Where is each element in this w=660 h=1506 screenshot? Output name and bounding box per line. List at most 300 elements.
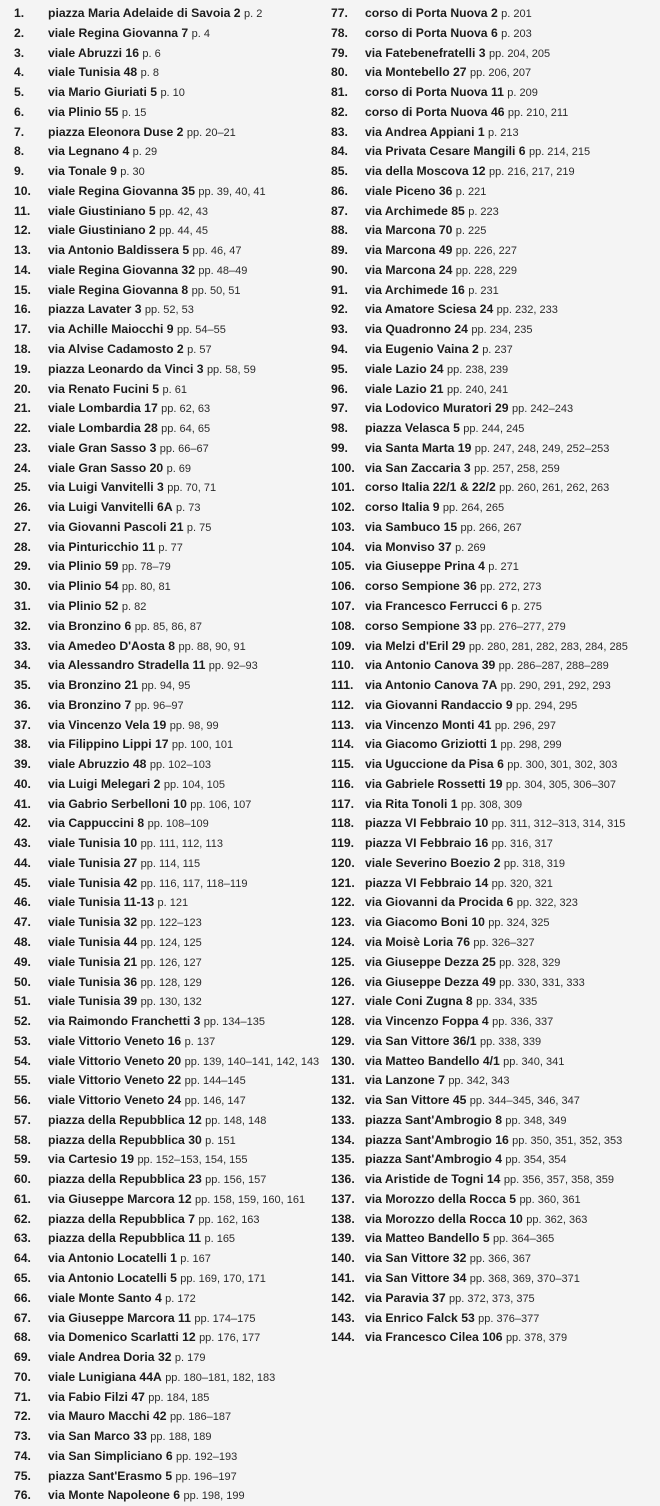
entry-body: [365, 1111, 653, 1131]
index-entry: [14, 123, 326, 143]
entry-number: 68.: [14, 1330, 31, 1345]
entry-pages: pp. 169, 170, 171: [180, 1273, 266, 1285]
entry-pages: pp. 144–145: [184, 1075, 246, 1088]
entry-address: via della Moscova 12: [365, 164, 486, 179]
entry-number: 9.: [14, 164, 25, 179]
entry-pages: pp. 188, 189: [150, 1431, 212, 1444]
entry-pages: pp. 298, 299: [500, 739, 562, 752]
entry-address: piazza Eleonora Duse 2: [48, 124, 184, 139]
entry-body: [365, 557, 653, 577]
entry-address: via Giuseppe Prina 4: [365, 559, 485, 574]
entry-body: [48, 1131, 326, 1151]
entry-address: via Archimede 16: [365, 282, 465, 297]
entry-body: [48, 1427, 326, 1447]
index-entry: [14, 4, 326, 24]
entry-address: via Morozzo della Rocca 5: [365, 1191, 517, 1206]
entry-address: via Vincenzo Vela 19: [48, 717, 167, 732]
entry-body: [48, 577, 326, 597]
entry-number: 42.: [14, 816, 31, 831]
entry-body: [48, 1032, 326, 1052]
entry-body: [365, 1210, 653, 1230]
entry-body: [365, 1071, 653, 1091]
entry-address: viale Vittorio Veneto 20: [48, 1053, 182, 1068]
entry-number: 44.: [14, 855, 31, 870]
index-entry: [14, 538, 326, 558]
entry-address: via Fabio Filzi 47: [48, 1389, 145, 1404]
entry-number: 98.: [331, 421, 348, 436]
index-entry: [331, 1131, 653, 1151]
entry-number: 28.: [14, 539, 31, 554]
entry-pages: p. 10: [160, 87, 185, 100]
index-entry: [331, 893, 653, 913]
entry-address: via Plinio 55: [48, 104, 119, 119]
index-entry: [14, 380, 326, 400]
entry-pages: pp. 134–135: [203, 1016, 265, 1029]
entry-address: viale Monte Santo 4: [48, 1290, 162, 1305]
entry-body: [365, 1229, 653, 1249]
entry-address: viale Vittorio Veneto 24: [48, 1093, 182, 1108]
index-entry: [14, 439, 326, 459]
entry-body: [365, 380, 653, 400]
entry-number: 80.: [331, 65, 348, 80]
entry-address: via Archimede 85: [365, 203, 465, 218]
entry-address: via Legnano 4: [48, 144, 130, 159]
entry-pages: pp. 198, 199: [183, 1490, 245, 1503]
entry-pages: pp. 80, 81: [121, 581, 171, 594]
entry-pages: pp. 340, 341: [503, 1055, 565, 1068]
entry-body: [48, 300, 326, 320]
index-entry: [14, 182, 326, 202]
entry-address: via Bronzino 7: [48, 697, 132, 712]
entry-body: [365, 360, 653, 380]
entry-number: 124.: [331, 934, 355, 949]
index-entry: [14, 1190, 326, 1210]
entry-body: [48, 893, 326, 913]
entry-body: [48, 419, 326, 439]
index-entry: [331, 182, 653, 202]
entry-address: viale Tunisia 11-13: [48, 895, 155, 910]
entry-pages: pp. 322, 323: [516, 897, 578, 910]
index-entry: [14, 1170, 326, 1190]
entry-pages: p. 225: [455, 225, 487, 238]
entry-address: via Giuseppe Dezza 25: [365, 954, 496, 969]
index-entry: [14, 261, 326, 281]
entry-number: 7.: [14, 124, 25, 139]
entry-pages: pp. 92–93: [208, 660, 258, 673]
entry-number: 129.: [331, 1033, 355, 1048]
entry-address: viale Gran Sasso 3: [48, 440, 157, 455]
entry-pages: pp. 98, 99: [169, 719, 219, 732]
entry-pages: pp. 328, 329: [499, 956, 561, 969]
entry-number: 58.: [14, 1132, 31, 1147]
entry-body: [48, 1111, 326, 1131]
entry-body: [365, 340, 653, 360]
entry-address: via Lanzone 7: [365, 1073, 445, 1088]
entry-address: via Antonio Baldissera 5: [48, 243, 190, 258]
entry-number: 123.: [331, 915, 355, 930]
entry-pages: pp. 186–187: [169, 1411, 232, 1424]
entry-pages: p. 121: [157, 897, 189, 910]
entry-number: 45.: [14, 875, 31, 890]
entry-address: piazza Lavater 3: [48, 302, 142, 317]
entry-pages: p. 167: [180, 1253, 211, 1266]
entry-body: [365, 577, 653, 597]
entry-pages: p. 75: [186, 521, 212, 534]
entry-number: 30.: [14, 579, 31, 594]
entry-pages: pp. 106, 107: [190, 798, 252, 811]
index-entry: [14, 834, 326, 854]
entry-number: 57.: [14, 1112, 31, 1127]
entry-number: 92.: [331, 302, 348, 317]
entry-pages: p. 213: [488, 126, 519, 139]
index-entry: [331, 1111, 653, 1131]
entry-body: [48, 1309, 326, 1329]
entry-pages: pp. 308, 309: [460, 798, 523, 811]
entry-address: viale Regina Giovanna 35: [48, 183, 195, 198]
entry-pages: p. 73: [176, 502, 201, 515]
entry-address: via Melzi d'Eril 29: [365, 638, 466, 653]
entry-number: 132.: [331, 1093, 355, 1108]
entry-address: via Antonio Canova 7A: [365, 678, 498, 693]
entry-address: via Pinturicchio 11: [48, 539, 156, 554]
entry-body: [365, 1150, 653, 1170]
index-entry: [331, 1052, 653, 1072]
entry-number: 15.: [14, 282, 31, 297]
index-entry: [331, 716, 653, 736]
entry-pages: pp. 111, 112, 113: [140, 838, 223, 851]
entry-number: 87.: [331, 203, 348, 218]
entry-pages: pp. 20–21: [186, 126, 236, 139]
entry-pages: pp. 266, 267: [460, 521, 522, 534]
entry-pages: pp. 102–103: [149, 759, 211, 772]
entry-pages: pp. 158, 159, 160, 161: [195, 1193, 306, 1206]
entry-number: 109.: [331, 638, 355, 653]
entry-pages: pp. 152–153, 154, 155: [137, 1154, 248, 1167]
entry-address: via Cartesio 19: [48, 1152, 135, 1167]
entry-body: [48, 1447, 326, 1467]
entry-pages: pp. 100, 101: [171, 739, 234, 752]
entry-body: [365, 716, 653, 736]
entry-address: via Giacomo Griziotti 1: [365, 737, 498, 752]
entry-number: 143.: [331, 1310, 355, 1325]
entry-body: [48, 735, 326, 755]
entry-number: 73.: [14, 1429, 31, 1444]
entry-address: via Amatore Sciesa 24: [365, 302, 494, 317]
entry-body: [365, 399, 653, 419]
entry-number: 144.: [331, 1330, 355, 1345]
entry-address: via Rita Tonoli 1: [365, 796, 458, 811]
index-entry: [331, 913, 653, 933]
entry-number: 17.: [14, 322, 31, 337]
entry-pages: pp. 39, 40, 41: [198, 185, 266, 198]
index-entry: [331, 775, 653, 795]
entry-number: 38.: [14, 737, 31, 752]
entry-body: [365, 1012, 653, 1032]
entry-address: corso di Porta Nuova 2: [365, 6, 498, 20]
entry-pages: p. 61: [162, 383, 187, 396]
entry-address: via Antonio Locatelli 1: [48, 1251, 177, 1266]
index-entry: [331, 1229, 653, 1249]
index-entry: [331, 834, 653, 854]
index-entry: [331, 933, 653, 953]
entry-body: [365, 913, 653, 933]
entry-pages: p. 151: [205, 1134, 236, 1147]
entry-body: [48, 973, 326, 993]
entry-pages: p. 82: [121, 600, 147, 613]
entry-body: [48, 63, 326, 83]
entry-pages: pp. 234, 235: [471, 324, 533, 337]
entry-address: via Renato Fucini 5: [48, 381, 160, 396]
entry-pages: pp. 62, 63: [161, 403, 211, 416]
entry-pages: pp. 156, 157: [205, 1174, 267, 1187]
index-entry: [331, 656, 653, 676]
entry-address: via Bronzino 21: [48, 678, 139, 693]
index-entry: [331, 557, 653, 577]
entry-number: 83.: [331, 124, 348, 139]
entry-number: 135.: [331, 1152, 355, 1167]
index-entry: [331, 44, 653, 64]
entry-number: 127.: [331, 994, 355, 1009]
entry-number: 66.: [14, 1290, 31, 1305]
index-entry: [331, 874, 653, 894]
index-column-left: [14, 4, 326, 1506]
index-entry: [331, 380, 653, 400]
entry-address: via Cappuccini 8: [48, 816, 145, 831]
index-entry: [331, 281, 653, 301]
index-entry: [331, 498, 653, 518]
entry-body: [48, 182, 326, 202]
entry-number: 36.: [14, 697, 31, 712]
entry-address: piazza della Repubblica 11: [48, 1231, 202, 1246]
entry-number: 64.: [14, 1251, 31, 1266]
entry-address: viale Vittorio Veneto 16: [48, 1033, 182, 1048]
entry-body: [365, 834, 653, 854]
entry-pages: pp. 78–79: [121, 561, 171, 574]
entry-pages: p. 223: [468, 205, 499, 218]
entry-pages: pp. 344–345, 346, 347: [469, 1095, 580, 1108]
entry-address: viale Vittorio Veneto 22: [48, 1073, 182, 1088]
entry-number: 47.: [14, 915, 31, 930]
entry-address: via Luigi Melegari 2: [48, 776, 161, 791]
index-column-right: [331, 4, 653, 1348]
index-entry: [14, 162, 326, 182]
entry-body: [365, 755, 653, 775]
entry-pages: pp. 104, 105: [163, 778, 225, 791]
index-entry: [331, 814, 653, 834]
entry-body: [365, 261, 653, 281]
entry-body: [48, 696, 326, 716]
entry-body: [48, 1190, 326, 1210]
entry-number: 39.: [14, 757, 31, 772]
entry-pages: pp. 66–67: [159, 442, 209, 455]
entry-number: 108.: [331, 618, 355, 633]
index-entry: [331, 755, 653, 775]
entry-number: 33.: [14, 638, 31, 653]
index-entry: [331, 478, 653, 498]
entry-pages: pp. 58, 59: [206, 363, 256, 376]
entry-number: 107.: [331, 598, 355, 613]
entry-number: 116.: [331, 776, 355, 791]
entry-number: 11.: [14, 203, 31, 218]
entry-pages: pp. 304, 305, 306–307: [505, 778, 617, 791]
entry-address: viale Tunisia 32: [48, 915, 138, 930]
index-entry: [331, 1032, 653, 1052]
entry-body: [365, 202, 653, 222]
index-entry: [14, 716, 326, 736]
entry-address: via Montebello 27: [365, 65, 467, 80]
entry-body: [365, 1091, 653, 1111]
index-entry: [14, 1447, 326, 1467]
index-entry: [14, 459, 326, 479]
entry-number: 8.: [14, 144, 25, 159]
entry-address: piazza VI Febbraio 16: [365, 836, 489, 851]
entry-pages: pp. 50, 51: [191, 284, 241, 297]
entry-address: via Achille Maiocchi 9: [48, 322, 174, 337]
index-entry: [14, 1229, 326, 1249]
entry-pages: pp. 330, 331, 333: [499, 976, 585, 989]
entry-pages: pp. 242–243: [511, 403, 574, 416]
index-entry: [14, 1052, 326, 1072]
entry-number: 37.: [14, 717, 31, 732]
entry-address: via Monviso 37: [365, 539, 452, 554]
entry-address: via Fatebenefratelli 3: [365, 45, 486, 60]
entry-number: 102.: [331, 500, 355, 515]
index-entry: [14, 202, 326, 222]
entry-number: 122.: [331, 895, 355, 910]
entry-body: [48, 399, 326, 419]
entry-address: viale Lunigiana 44A: [48, 1369, 162, 1384]
entry-number: 78.: [331, 25, 348, 40]
entry-pages: pp. 124, 125: [140, 936, 202, 949]
entry-pages: p. 201: [501, 8, 532, 20]
entry-body: [48, 459, 326, 479]
entry-body: [48, 637, 326, 657]
entry-address: via San Vittore 36/1: [365, 1033, 477, 1048]
entry-number: 70.: [14, 1369, 31, 1384]
entry-address: piazza VI Febbraio 14: [365, 875, 489, 890]
index-entry: [331, 123, 653, 143]
entry-address: via Vincenzo Foppa 4: [365, 1014, 489, 1029]
index-entry: [14, 478, 326, 498]
entry-address: viale Tunisia 36: [48, 974, 138, 989]
entry-number: 1.: [14, 6, 25, 20]
index-entry: [331, 360, 653, 380]
entry-number: 110.: [331, 658, 355, 673]
entry-address: viale Tunisia 10: [48, 836, 138, 851]
entry-body: [48, 439, 326, 459]
entry-address: via Giuseppe Dezza 49: [365, 974, 496, 989]
entry-body: [365, 1249, 653, 1269]
entry-address: via Tonale 9: [48, 164, 117, 179]
index-entry: [14, 320, 326, 340]
entry-pages: pp. 338, 339: [479, 1035, 542, 1048]
entry-number: 40.: [14, 776, 31, 791]
entry-body: [48, 1170, 326, 1190]
index-entry: [331, 439, 653, 459]
index-entry: [14, 953, 326, 973]
entry-pages: p. 29: [132, 146, 158, 159]
entry-number: 54.: [14, 1053, 31, 1068]
index-entry: [14, 795, 326, 815]
entry-pages: pp. 296, 297: [494, 719, 556, 732]
index-entry: [14, 63, 326, 83]
entry-address: corso di Porta Nuova 6: [365, 25, 498, 40]
entry-pages: p. 30: [120, 166, 145, 179]
entry-number: 139.: [331, 1231, 355, 1246]
index-entry: [14, 419, 326, 439]
index-entry: [331, 320, 653, 340]
entry-number: 90.: [331, 262, 348, 277]
entry-address: via Luigi Vanvitelli 3: [48, 480, 164, 495]
entry-address: viale Regina Giovanna 8: [48, 282, 189, 297]
entry-pages: pp. 184, 185: [148, 1391, 210, 1404]
entry-address: viale Tunisia 42: [48, 875, 138, 890]
entry-pages: pp. 360, 361: [519, 1193, 581, 1206]
entry-number: 71.: [14, 1389, 31, 1404]
entry-pages: pp. 46, 47: [192, 245, 242, 258]
entry-pages: pp. 54–55: [176, 324, 226, 337]
entry-address: via Morozzo della Rocca 10: [365, 1211, 523, 1226]
index-entry: [14, 1150, 326, 1170]
entry-pages: p. 203: [501, 27, 532, 40]
entry-body: [365, 656, 653, 676]
entry-address: via Raimondo Franchetti 3: [48, 1014, 201, 1029]
entry-number: 79.: [331, 45, 348, 60]
index-entry: [14, 44, 326, 64]
entry-address: piazza VI Febbraio 10: [365, 816, 489, 831]
entry-pages: pp. 48–49: [198, 264, 248, 277]
entry-address: via Filippino Lippi 17: [48, 737, 169, 752]
entry-body: [365, 439, 653, 459]
entry-number: 94.: [331, 342, 348, 357]
entry-number: 67.: [14, 1310, 31, 1325]
entry-number: 84.: [331, 144, 348, 159]
entry-body: [48, 1150, 326, 1170]
entry-body: [48, 1388, 326, 1408]
entry-number: 23.: [14, 440, 31, 455]
entry-pages: pp. 196–197: [175, 1470, 237, 1483]
entry-number: 81.: [331, 85, 348, 100]
index-entry: [331, 1150, 653, 1170]
index-entry: [14, 360, 326, 380]
entry-pages: pp. 336, 337: [492, 1016, 554, 1029]
index-entry: [331, 1269, 653, 1289]
entry-address: via San Vittore 32: [365, 1251, 467, 1266]
index-entry: [14, 973, 326, 993]
entry-pages: pp. 238, 239: [446, 363, 509, 376]
entry-body: [48, 518, 326, 538]
index-entry: [14, 637, 326, 657]
entry-address: via San Marco 33: [48, 1429, 147, 1444]
index-entry: [331, 4, 653, 24]
entry-pages: pp. 52, 53: [144, 304, 194, 317]
entry-address: via Mario Giuriati 5: [48, 85, 158, 100]
index-entry: [14, 103, 326, 123]
entry-pages: pp. 210, 211: [507, 106, 569, 119]
index-entry: [331, 854, 653, 874]
index-entry: [14, 913, 326, 933]
entry-number: 136.: [331, 1172, 355, 1187]
entry-body: [365, 281, 653, 301]
entry-number: 74.: [14, 1448, 31, 1463]
index-entry: [14, 1249, 326, 1269]
entry-body: [48, 478, 326, 498]
entry-address: via Alvise Cadamosto 2: [48, 342, 184, 357]
entry-body: [365, 973, 653, 993]
entry-number: 32.: [14, 618, 31, 633]
entry-pages: pp. 318, 319: [503, 857, 566, 870]
entry-number: 117.: [331, 796, 355, 811]
